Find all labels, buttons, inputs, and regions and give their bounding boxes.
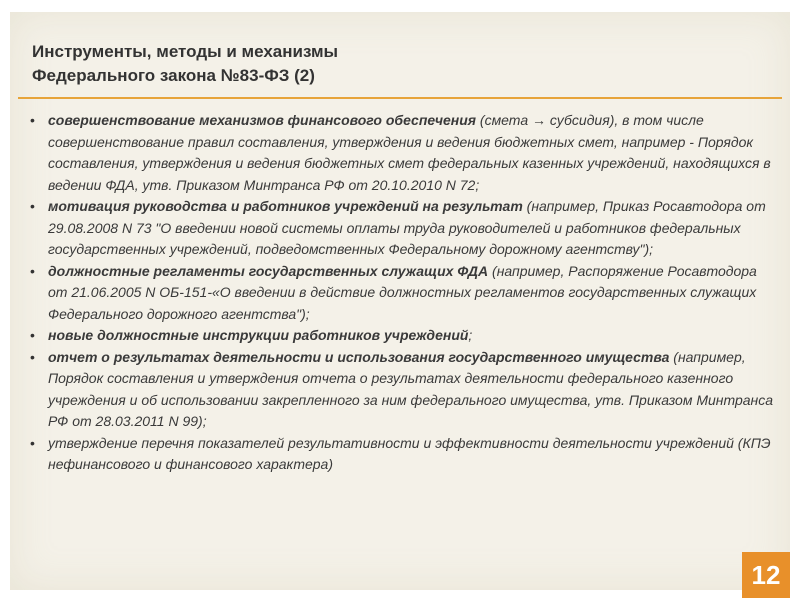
title-line-1: Инструменты, методы и механизмы bbox=[32, 42, 339, 61]
bullet-icon: • bbox=[30, 434, 35, 451]
item-text: (например, Приказ Росавтодора от 29.08.2008 N 73 "О введении новой системы оплаты труда руководителей и работников федеральных государственных учреждений, подведомственных Федеральному дорожному агентству"); bbox=[48, 198, 766, 257]
item-text: (смета → субсидия), в том числе совершенствование правил составления, утверждения и ведения бюджетных смет, например - Порядок составления, утверждения и ведения бюджетных смет федеральных казенных учреждений, находящихся в ведении ФДА, утв. Приказом Минтранса РФ от 20.10.2010 N 72; bbox=[48, 112, 771, 193]
title-divider bbox=[18, 97, 782, 99]
slide-title bbox=[32, 40, 338, 88]
bullet-icon: • bbox=[30, 198, 35, 214]
bullet-icon: • bbox=[30, 348, 35, 365]
item-text: (например, Распоряжение Росавтодора от 21.06.2005 N ОБ-151-«О введении в действие должностных регламентов государственных служащих Федерального дорожного агентства"); bbox=[48, 262, 757, 322]
page-number-badge: 12 bbox=[742, 552, 790, 598]
item-bold-text: новые должностные инструкции работников учреждений bbox=[48, 327, 469, 343]
list-item bbox=[28, 261, 778, 326]
item-bold-text: должностные регламенты государственных служащих ФДА bbox=[48, 262, 489, 279]
list-item bbox=[28, 325, 778, 347]
bullet-icon: • bbox=[30, 262, 35, 279]
bullet-icon: • bbox=[30, 327, 35, 343]
list-item bbox=[28, 110, 778, 196]
list-item bbox=[28, 347, 778, 433]
bullet-list bbox=[28, 110, 778, 476]
bullet-icon: • bbox=[30, 112, 35, 128]
item-text: утверждение перечня показателей результативности и эффективности деятельности учреждений (КПЭ нефинансового и финансового характера) bbox=[48, 434, 771, 472]
item-text: ; bbox=[468, 327, 473, 343]
item-text: (например, Порядок составления и утверждения отчета о результатах деятельности федерального казенного учреждения и об использовании закрепленного за ним федерального имущества, утв. Приказом Минтранса РФ от 28.03.2011 N 99); bbox=[48, 348, 774, 429]
item-bold-text: мотивация руководства и работников учреждений на результат bbox=[48, 198, 523, 214]
title-line-2: Федерального закона №83-ФЗ (2) bbox=[32, 66, 315, 85]
list-item bbox=[28, 433, 778, 476]
list-item bbox=[28, 196, 778, 261]
item-bold-text: отчет о результатах деятельности и использования государственного имущества bbox=[48, 348, 670, 365]
item-bold-text: совершенствование механизмов финансового обеспечения bbox=[48, 112, 477, 128]
